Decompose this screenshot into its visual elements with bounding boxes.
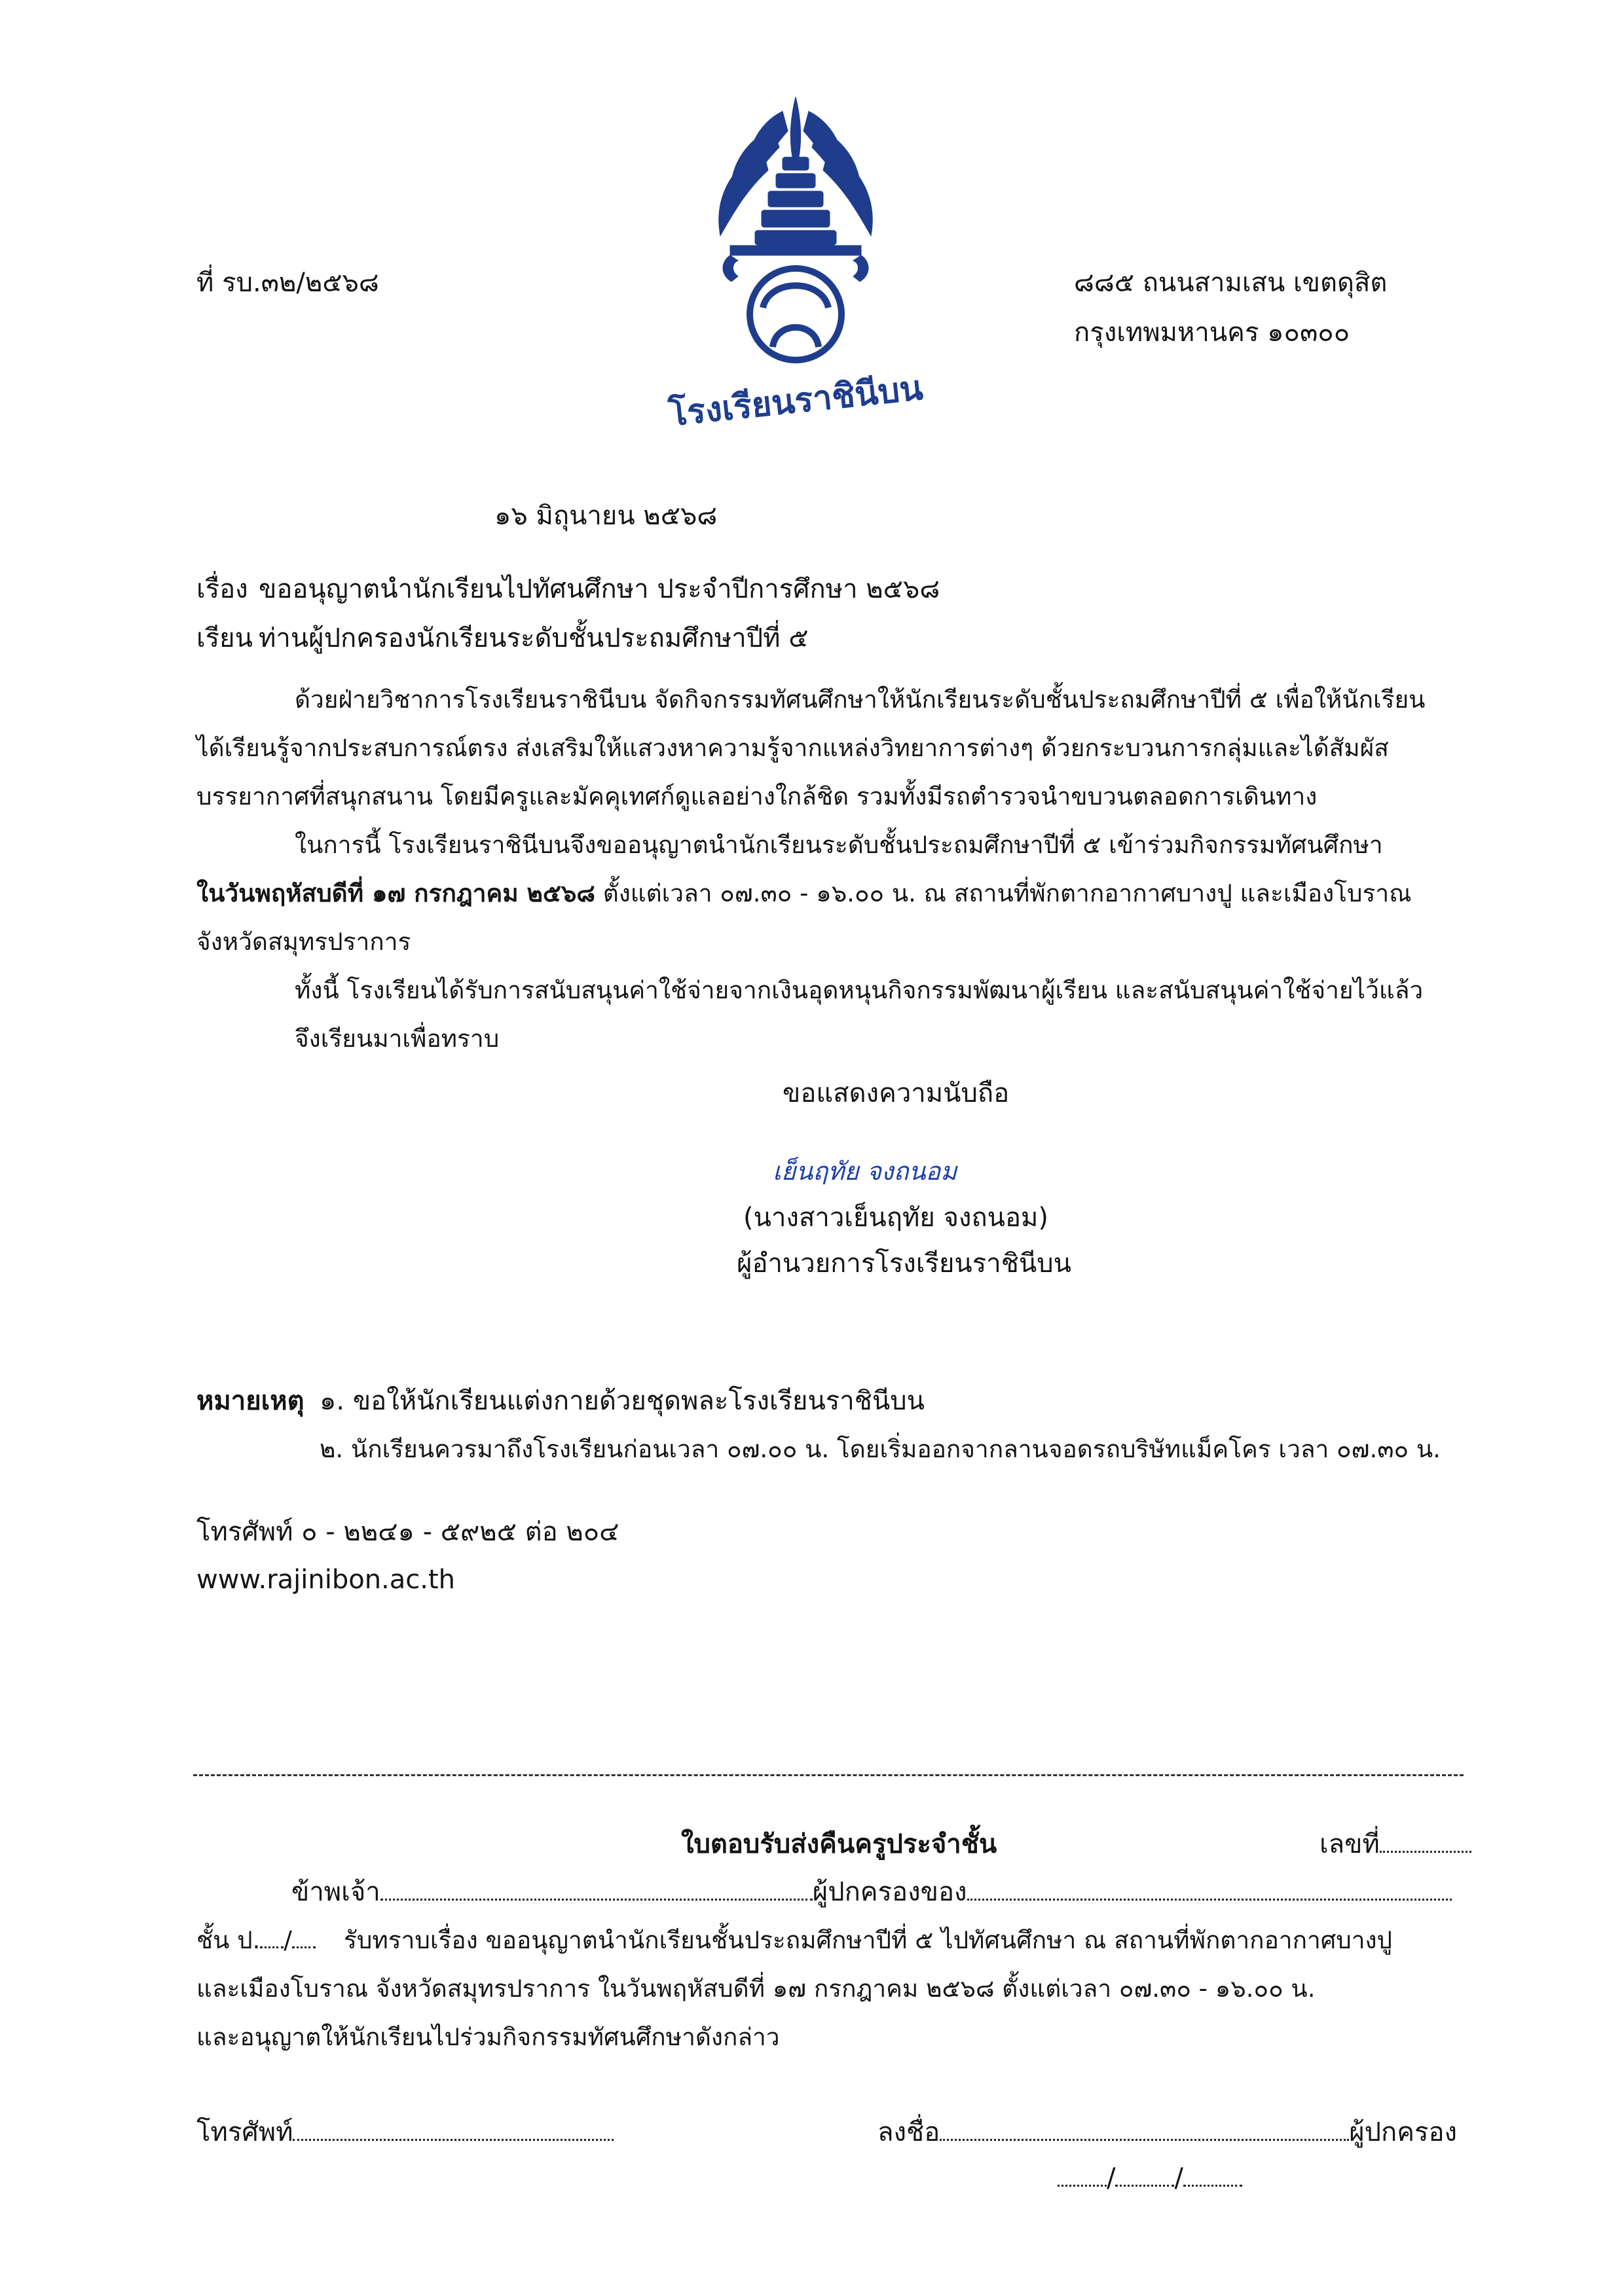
body-paragraph-1-line-2: ได้เรียนรู้จากประสบการณ์ตรง ส่งเสริมให้แสวงหาความรู้จากแหล่งวิทยาการต่างๆ ด้วยกระบวนการกลุ่มและได้สัมผัส <box>196 734 1389 762</box>
class-slash: / <box>284 1926 292 1954</box>
body-paragraph-2-line-1: ในการนี้ โรงเรียนราชินีบนจึงขออนุญาตนำนักเรียนระดับชั้นประถมศึกษาปีที่ ๕ เข้าร่วมกิจกรรมทัศนศึกษา <box>295 831 1383 859</box>
document-number: ที่ รบ.๓๒/๒๕๖๘ <box>196 268 379 298</box>
logo-text: โรงเรียนราชินีบน <box>667 368 925 435</box>
reply-date-field[interactable] <box>1058 2165 1242 2191</box>
school-logo <box>667 92 925 435</box>
class-label: ชั้น ป. <box>196 1926 261 1954</box>
reply-day-blank[interactable] <box>1058 2184 1107 2187</box>
reply-month-blank[interactable] <box>1115 2184 1174 2187</box>
student-number-field[interactable] <box>1320 1831 1471 1857</box>
body-paragraph-2-line-2 <box>196 881 1412 905</box>
guardian-of-label: ผู้ปกครองของ <box>812 1877 967 1907</box>
signer-title: ผู้อำนวยการโรงเรียนราชินีบน <box>737 1248 1071 1279</box>
event-time-location: ตั้งแต่เวลา ๐๗.๓๐ - ๑๖.๐๐ น. ณ สถานที่พักตากอากาศบางปู และเมืองโบราณ <box>602 879 1412 907</box>
ack-line-1: รับทราบเรื่อง ขออนุญาตนำนักเรียนชั้นประถมศึกษาปีที่ ๕ ไปทัศนศึกษา ณ สถานที่พักตากอากาศบางปู <box>344 1926 1393 1954</box>
body-paragraph-1-line-3: บรรยากาศที่สนุกสนาน โดยมีครูและมัคคุเทศก์ดูแลอย่างใกล้ชิด รวมทั้งมีรถตำรวจนำขบวนตลอดการเดินทาง <box>196 782 1318 811</box>
ack-line-2: และเมืองโบราณ จังหวัดสมุทรปราการ ในวันพฤหัสบดีที่ ๑๗ กรกฎาคม ๒๕๖๘ ตั้งแต่เวลา ๐๗.๓๐ - ๑๖.๐๐ น. <box>196 1975 1316 2003</box>
student-name-blank[interactable] <box>967 1898 1452 1901</box>
student-number-label: เลขที่ <box>1320 1829 1380 1859</box>
ack-line-3: และอนุญาตให้นักเรียนไปร่วมกิจกรรมทัศนศึกษาดังกล่าว <box>196 2023 780 2051</box>
note-item-1: ๑. ขอให้นักเรียนแต่งกายด้วยชุดพละโรงเรียนราชินีบน <box>320 1386 925 1416</box>
class-level-blank[interactable] <box>260 1946 284 1948</box>
notes-label: หมายเหตุ <box>196 1386 304 1416</box>
reply-year-blank[interactable] <box>1183 2184 1242 2187</box>
guardian-name-blank[interactable] <box>380 1898 813 1901</box>
cut-line <box>193 1774 1464 1776</box>
reply-phone-blank[interactable] <box>293 2138 614 2141</box>
date-slash-1: / <box>1107 2163 1116 2193</box>
body-paragraph-3-line-1: ทั้งนี้ โรงเรียนได้รับการสนับสนุนค่าใช้จ่ายจากเงินอุดหนุนกิจกรรมพัฒนาผู้เรียน และสนับสนุนค่าใช้จ่ายไว้แล้ว <box>295 976 1424 1004</box>
address-line-1: ๘๘๕ ถนนสามเสน เขตดุสิต <box>1074 268 1388 298</box>
guardian-signature-blank[interactable] <box>940 2138 1349 2141</box>
letter-date: ๑๖ มิถุนายน ๒๕๖๘ <box>494 501 718 531</box>
contact-phone: โทรศัพท์ ๐ - ๒๒๔๑ - ๕๙๒๕ ต่อ ๒๐๔ <box>196 1517 619 1547</box>
class-field[interactable] <box>196 1928 316 1952</box>
student-number-blank[interactable] <box>1380 1850 1471 1853</box>
reply-phone-label: โทรศัพท์ <box>196 2117 293 2147</box>
acknowledgement <box>196 1928 1480 2085</box>
class-room-blank[interactable] <box>292 1946 316 1948</box>
guardian-signature-field[interactable] <box>877 2119 1457 2145</box>
date-slash-2: / <box>1174 2163 1183 2193</box>
guardian-label: ผู้ปกครอง <box>1349 2117 1458 2147</box>
i-label: ข้าพเจ้า <box>291 1877 380 1907</box>
reply-phone-field[interactable] <box>196 2119 614 2145</box>
recipient-label: เรียน <box>196 623 253 653</box>
body-closing-line: จึงเรียนมาเพื่อทราบ <box>295 1025 500 1053</box>
body-paragraph-2-line-3: จังหวัดสมุทรปราการ <box>196 928 411 956</box>
sign-label: ลงชื่อ <box>877 2117 940 2147</box>
address-line-2: กรุงเทพมหานคร ๑๐๓๐๐ <box>1074 318 1350 348</box>
recipient-text: ท่านผู้ปกครองนักเรียนระดับชั้นประถมศึกษาปีที่ ๕ <box>259 623 809 653</box>
note-item-2: ๒. นักเรียนควรมาถึงโรงเรียนก่อนเวลา ๐๗.๐๐ น. โดยเริ่มออกจากลานจอดรถบริษัทแม็คโคร เวลา ๐๗.๓๐ น. <box>320 1435 1441 1463</box>
subject-text: ขออนุญาตนำนักเรียนไปทัศนศึกษา ประจำปีการศึกษา ๒๕๖๘ <box>259 574 940 604</box>
handwritten-signature: เย็นฤทัย จงถนอม <box>773 1157 957 1186</box>
contact-website[interactable]: www.rajinibon.ac.th <box>196 1565 456 1595</box>
reply-slip-title: ใบตอบรับส่งคืนครูประจำชั้น <box>681 1829 997 1859</box>
signer-name: (นางสาวเย็นฤทัย จงถนอม) <box>743 1203 1048 1233</box>
closing-phrase: ขอแสดงความนับถือ <box>783 1078 1010 1108</box>
event-date-bold: ในวันพฤหัสบดีที่ ๑๗ กรกฎาคม ๒๕๖๘ <box>196 879 595 907</box>
school-crest-icon <box>667 92 925 435</box>
body-paragraph-1-line-1: ด้วยฝ่ายวิชาการโรงเรียนราชินีบน จัดกิจกรรมทัศนศึกษาให้นักเรียนระดับชั้นประถมศึกษาปีที่ ๕ เพื่อให้นักเรียน <box>295 685 1426 714</box>
subject-label: เรื่อง <box>196 574 248 604</box>
guardian-name-field[interactable] <box>291 1879 1452 1905</box>
